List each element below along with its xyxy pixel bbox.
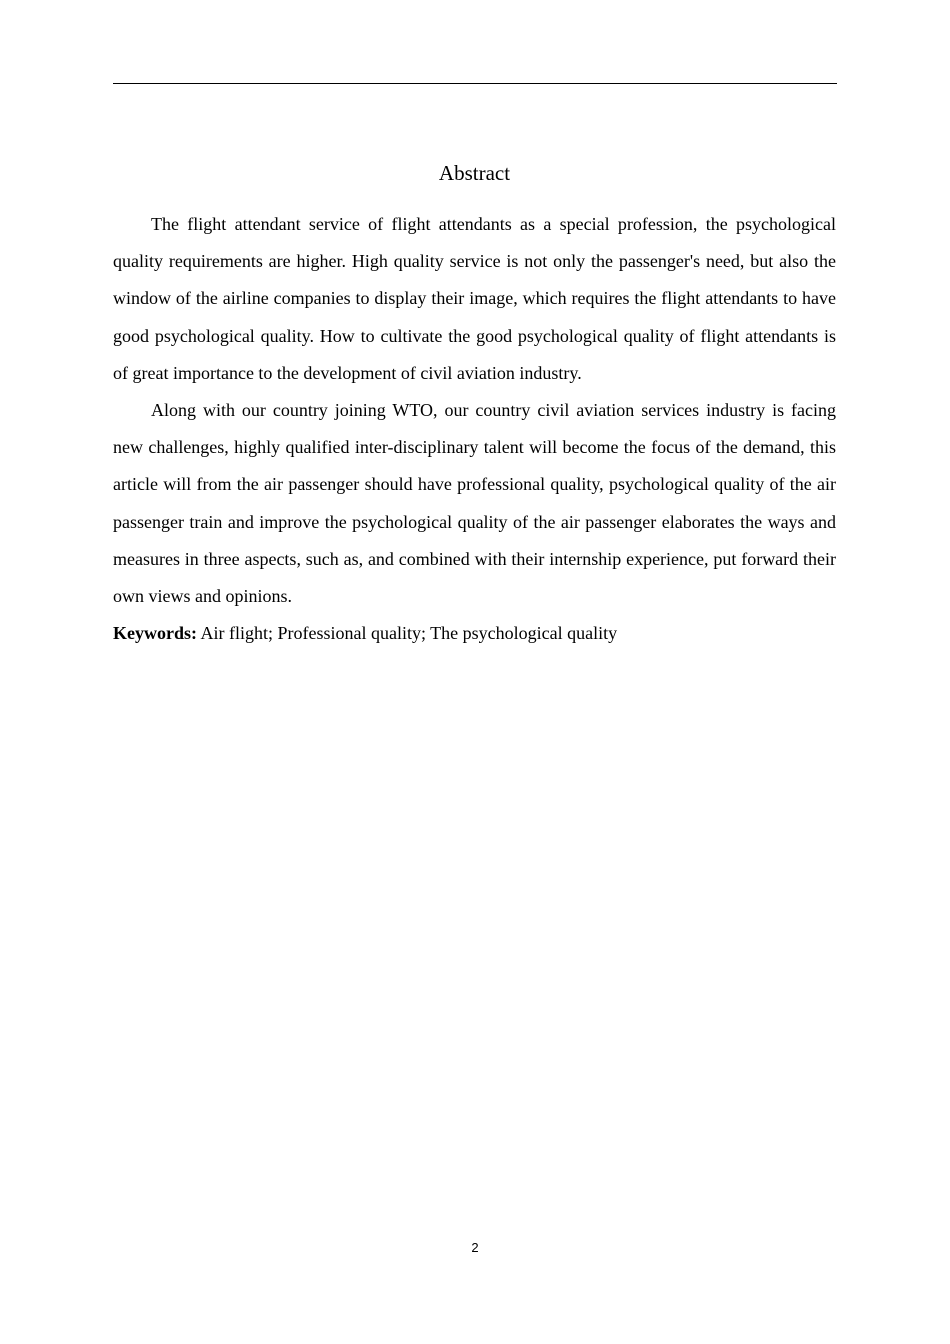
abstract-title: Abstract [438,161,511,185]
abstract-paragraph-2: Along with our country joining WTO, our country civil aviation services industry is facing new challenges, highly qualified inter-disciplinary talent will become the focus of the demand, this article will from the air passenger should have professional quality, psychological quality of the air passenger train and improve the psychological quality of the air passenger elaborates the ways and measures in three aspects, such as, and combined with their internship experience, put forward their own views and opinions. [113,400,836,607]
keywords-line [113,615,836,651]
keywords-text: Air flight; Professional quality; The psychological quality [200,623,618,644]
page-number: 2 [471,1240,479,1255]
abstract-paragraph-1: The flight attendant service of flight attendants as a special profession, the psychological quality requirements are higher. High quality service is not only the passenger's need, but also the window of the airline companies to display their image, which requires the flight attendants to have good psychological quality. How to cultivate the good psychological quality of flight attendants is of great importance to the development of civil aviation industry. [113,214,836,383]
abstract-section [113,157,836,651]
header-rule [113,83,837,84]
keywords-label: Keywords: [113,623,197,644]
